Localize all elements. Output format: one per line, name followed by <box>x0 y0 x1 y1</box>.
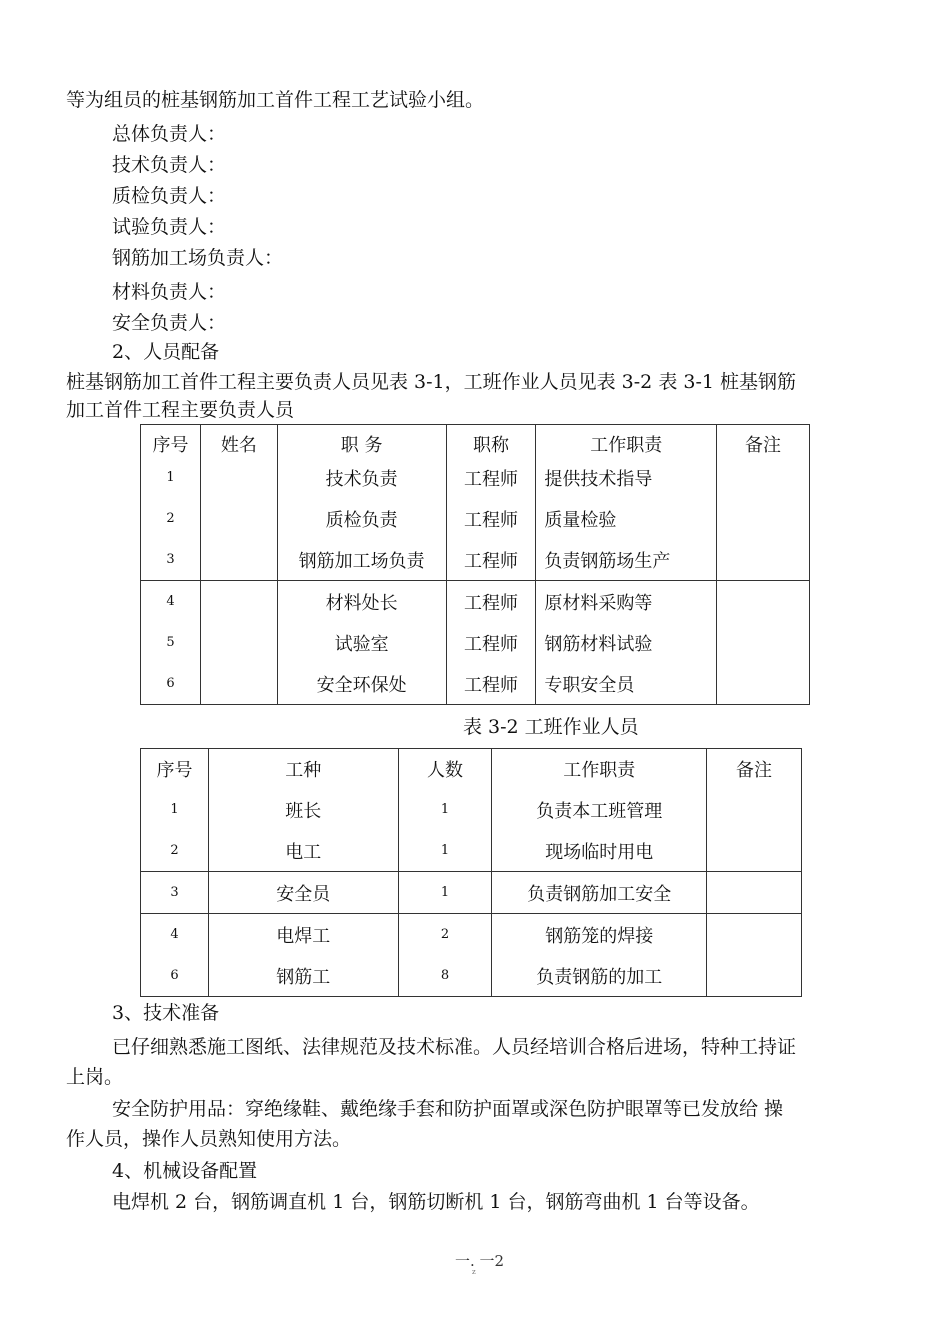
section3-para1-line2: 上岗。 <box>66 1066 124 1088</box>
table-cell: 工程师 <box>446 498 536 539</box>
table-cell: 2 <box>141 498 201 539</box>
table-cell: 钢筋笼的焊接 <box>492 914 707 956</box>
table1-header-cell: 序号 <box>141 425 201 458</box>
table-cell: 钢筋工 <box>208 955 398 997</box>
table-cell: 4 <box>141 581 201 623</box>
table2-header-cell: 备注 <box>707 749 802 790</box>
table1-header-cell: 职 务 <box>277 425 446 458</box>
table-cell: 班长 <box>208 789 398 830</box>
table-cell: 工程师 <box>446 539 536 581</box>
table-cell <box>717 663 810 705</box>
table-cell: 安全环保处 <box>277 663 446 705</box>
table2-header-cell: 序号 <box>141 749 209 790</box>
table2-header-cell: 工作职责 <box>492 749 707 790</box>
table-row <box>141 581 810 623</box>
table-cell: 1 <box>398 872 492 914</box>
table1-header-cell: 职称 <box>446 425 536 458</box>
role-technical: 技术负责人： <box>112 154 227 176</box>
table-cell: 现场临时用电 <box>492 830 707 872</box>
table-cell: 6 <box>141 955 209 997</box>
table-cell: 钢筋加工场负责 <box>277 539 446 581</box>
table-row <box>141 663 810 705</box>
table-cell <box>717 539 810 581</box>
table-cell: 质量检验 <box>536 498 717 539</box>
table-cell: 技术负责 <box>277 457 446 498</box>
table-cell: 提供技术指导 <box>536 457 717 498</box>
section2-heading: 2、人员配备 <box>112 341 220 363</box>
table-cell <box>707 955 802 997</box>
table-cell <box>717 581 810 623</box>
table1-header-cell: 姓名 <box>200 425 277 458</box>
role-overall: 总体负责人： <box>112 123 227 145</box>
table-cell: 6 <box>141 663 201 705</box>
table-cell: 负责钢筋的加工 <box>492 955 707 997</box>
table1-header-row <box>141 425 810 458</box>
table-cell: 1 <box>141 457 201 498</box>
table-cell: 专职安全员 <box>536 663 717 705</box>
table-3-1 <box>140 424 810 705</box>
table-cell: 1 <box>141 789 209 830</box>
table-cell: 安全员 <box>208 872 398 914</box>
role-rebar-yard: 钢筋加工场负责人： <box>112 247 284 269</box>
table-cell: 原材料采购等 <box>536 581 717 623</box>
table-cell <box>717 457 810 498</box>
table-cell <box>707 872 802 914</box>
section4-para: 电焊机 2 台，钢筋调直机 1 台，钢筋切断机 1 台，钢筋弯曲机 1 台等设备。 <box>112 1191 760 1213</box>
table-cell <box>200 581 277 623</box>
table-3-2 <box>140 748 802 997</box>
table-row <box>141 872 802 914</box>
table-cell <box>200 539 277 581</box>
table-cell <box>200 457 277 498</box>
table-cell: 负责本工班管理 <box>492 789 707 830</box>
table-cell: 工程师 <box>446 663 536 705</box>
table-cell: 工程师 <box>446 622 536 663</box>
table-cell: 负责钢筋场生产 <box>536 539 717 581</box>
table-cell: 电焊工 <box>208 914 398 956</box>
table-cell <box>200 498 277 539</box>
table-cell: 质检负责 <box>277 498 446 539</box>
table-row <box>141 498 810 539</box>
section2-para-line1: 桩基钢筋加工首件工程主要负责人员见表 3-1，工班作业人员见表 3-2 表 3-1 桩基钢筋 <box>66 371 796 393</box>
table-cell: 2 <box>398 914 492 956</box>
section3-para2-line1: 安全防护用品：穿绝缘鞋、戴绝缘手套和防护面罩或深色防护眼罩等已发放给 操 <box>112 1098 784 1120</box>
table-cell <box>717 622 810 663</box>
table-row <box>141 457 810 498</box>
table-row <box>141 955 802 997</box>
table-cell: 电工 <box>208 830 398 872</box>
table-cell: 工程师 <box>446 581 536 623</box>
intro-line: 等为组员的桩基钢筋加工首件工程工艺试验小组。 <box>66 89 485 111</box>
table-cell: 3 <box>141 539 201 581</box>
section4-heading: 4、机械设备配置 <box>112 1160 258 1182</box>
table-cell: 3 <box>141 872 209 914</box>
table-row <box>141 622 810 663</box>
table-cell <box>200 622 277 663</box>
table-cell <box>200 663 277 705</box>
role-quality: 质检负责人： <box>112 185 227 207</box>
table-cell: 1 <box>398 830 492 872</box>
role-materials: 材料负责人： <box>112 281 227 303</box>
table2-header-row <box>141 749 802 790</box>
table1-header-cell: 工作职责 <box>536 425 717 458</box>
table-cell <box>707 914 802 956</box>
table-cell: 2 <box>141 830 209 872</box>
section3-para1-line1: 已仔细熟悉施工图纸、法律规范及技术标准。人员经培训合格后进场，特种工持证 <box>112 1036 797 1058</box>
table-row <box>141 830 802 872</box>
role-safety: 安全负责人： <box>112 312 227 334</box>
table-cell: 8 <box>398 955 492 997</box>
section3-para2-line2: 作人员，操作人员熟知使用方法。 <box>66 1128 352 1150</box>
table2-header-cell: 人数 <box>398 749 492 790</box>
table-cell: 4 <box>141 914 209 956</box>
table2-caption: 表 3-2 工班作业人员 <box>463 716 639 738</box>
section2-para-line2: 加工首件工程主要负责人员 <box>66 399 295 421</box>
table-cell <box>717 498 810 539</box>
table-cell: 负责钢筋加工安全 <box>492 872 707 914</box>
table-cell: 5 <box>141 622 201 663</box>
table-row <box>141 914 802 956</box>
table-row <box>141 789 802 830</box>
table2-header-cell: 工种 <box>208 749 398 790</box>
page-number: 一. 一2 <box>455 1252 505 1270</box>
role-testing: 试验负责人： <box>112 216 227 238</box>
table-cell: 工程师 <box>446 457 536 498</box>
page-number-sub: z <box>472 1268 476 1276</box>
table-cell <box>707 789 802 830</box>
table-cell: 1 <box>398 789 492 830</box>
table-cell <box>707 830 802 872</box>
section3-heading: 3、技术准备 <box>112 1002 220 1024</box>
table-row <box>141 539 810 581</box>
table1-header-cell: 备注 <box>717 425 810 458</box>
table-cell: 钢筋材料试验 <box>536 622 717 663</box>
table-cell: 材料处长 <box>277 581 446 623</box>
table-cell: 试验室 <box>277 622 446 663</box>
